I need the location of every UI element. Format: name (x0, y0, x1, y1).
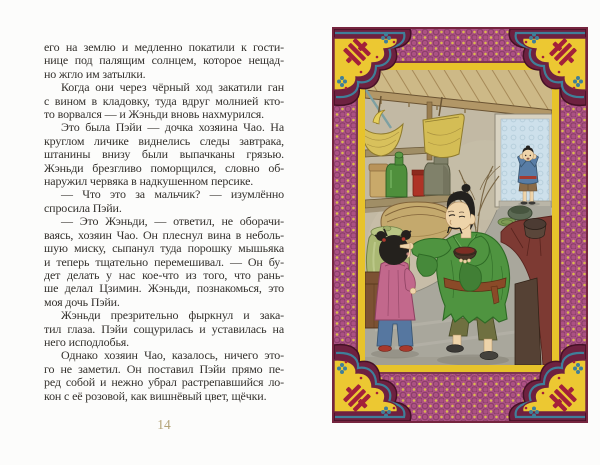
text-line: ред собой и нежно убрал растрепавшийся ло- (44, 375, 284, 390)
text-line: Жэньди брезгливо поморщился, словно об- (44, 160, 284, 175)
girl-shadow (371, 350, 419, 359)
text-line: и теперь тщательно перемешивал. — Он бу- (44, 254, 284, 269)
text-line: тил глаза. Пэйи сощурилась и уставилась на (44, 321, 284, 336)
text-line: дет делать у нас кое-что из того, что рань- (44, 267, 284, 282)
paragraph (44, 188, 284, 215)
paragraph (44, 309, 284, 349)
paragraph (44, 121, 284, 188)
text-line: но жгло им затылки. (44, 66, 146, 81)
text-line: шую миску, сыпанул туда порошку мышьяка (44, 241, 284, 256)
illustration-frame (358, 63, 559, 372)
text-line: штанины внизу были выпачканы грязью. (44, 147, 284, 162)
paragraph (44, 349, 284, 403)
text-line: наружил червяка в надкушенном персике. (44, 174, 254, 189)
text-line: Это была Пэйи — дочка хозяина Чао. На (61, 120, 284, 135)
text-line: ваясь, хозяин Чао. Он плеснул вина в неболь- (44, 227, 284, 242)
text-line: моя дочь Пэйи. (44, 294, 120, 309)
right-page (332, 27, 588, 423)
text-line: кон с её розовой, как вишнёвый цвет, щёчки. (44, 388, 267, 403)
text-line: го не заметил. Он поставил Пэйи прямо пе- (44, 361, 284, 376)
text-line: — Это Жэньди, — ответил, не оборачи- (61, 214, 284, 229)
paragraph (44, 41, 284, 81)
paragraph (44, 215, 284, 309)
text-block (44, 41, 284, 403)
text-line: нице под палящим солнцем, которое нещад- (44, 53, 284, 68)
text-line: Однако хозяин Чао, казалось, ничего это- (61, 348, 284, 363)
cooking-pot (508, 206, 532, 220)
illustration (365, 70, 552, 365)
text-line: Когда они через чёрный ход закатили ган (61, 80, 284, 95)
text-line: — Что это за мальчик? — изумлённо (61, 187, 284, 202)
text-line: Жэньди презрительно фыркнул и зака- (61, 308, 284, 323)
text-line: ше делал Цзимин. Жэньди, познакомься, это (44, 281, 284, 296)
text-line: круглом личике виднелись следы завтрака, (44, 133, 284, 148)
paragraph (44, 81, 284, 121)
text-line: спросила Пэйи. (44, 200, 122, 215)
text-line: его на землю и медленно покатили к гости- (44, 40, 284, 54)
page-number: 14 (157, 417, 171, 432)
text-line: него исподлобья. (44, 334, 129, 349)
text-line: то ворвался — и Жэньди вновь нахмурился. (44, 107, 265, 122)
text-line: с вином в кладовку, туда вдруг молнией кто- (44, 93, 284, 108)
